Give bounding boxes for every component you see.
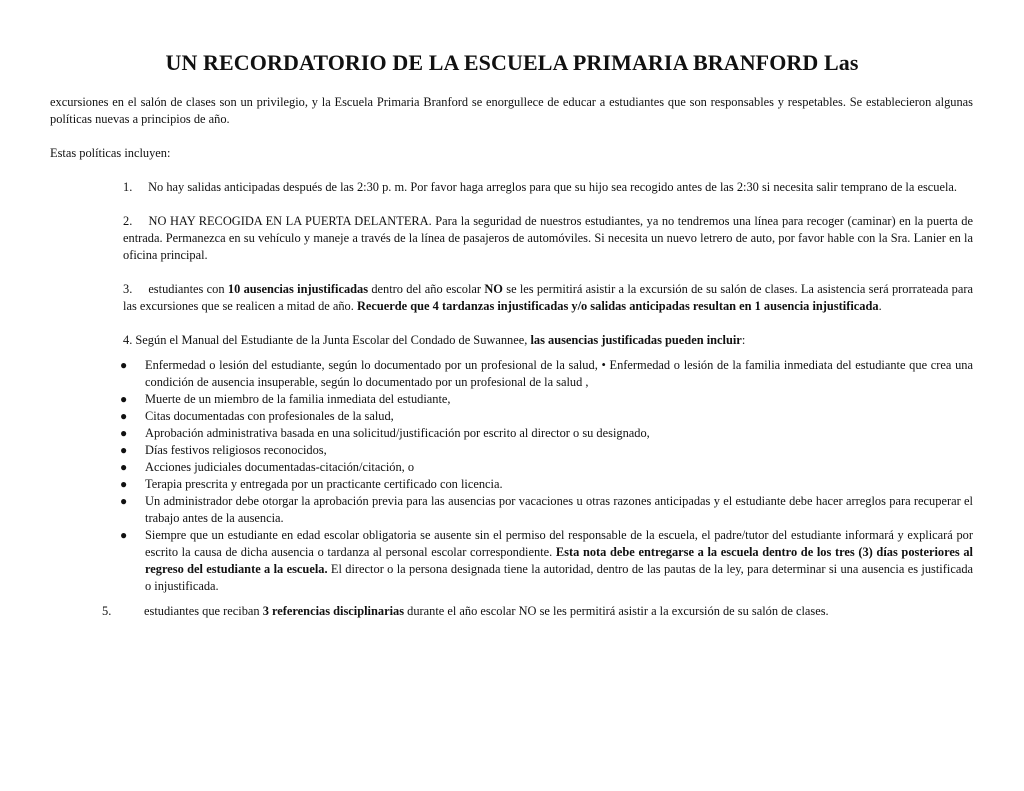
list-item-text: Citas documentadas con profesionales de la salud, xyxy=(145,409,394,423)
list-item-text: Un administrador debe otorgar la aprobación previa para las ausencias por vacaciones u otras razones anticipadas y el estudiante debe hacer arreglos para recuperar el trabajo antes de la ausencia. xyxy=(145,494,973,525)
list-item xyxy=(120,476,973,493)
policy-number: 4. xyxy=(123,333,133,347)
emphasis: 10 ausencias injustificadas xyxy=(227,282,369,296)
policy-text: : xyxy=(741,333,746,347)
list-item-text: Terapia prescrita y entregada por un practicante certificado con licencia. xyxy=(145,477,503,491)
list-item xyxy=(120,357,973,391)
policy-text: Según el Manual del Estudiante de la Junta Escolar del Condado de Suwannee, xyxy=(135,333,531,347)
bullet-icon: ● xyxy=(120,409,128,423)
list-item xyxy=(120,442,973,459)
list-item-text: Días festivos religiosos reconocidos, xyxy=(145,443,327,457)
bullet-icon: ● xyxy=(120,528,128,542)
policy-item-1 xyxy=(123,179,973,196)
policy-number: 1. xyxy=(123,180,133,194)
document-body xyxy=(50,94,973,620)
list-item-text: El director o la persona designada tiene la autoridad, dentro de las pautas de la ley, para determinar si una ausencia es justificada o injustificada. xyxy=(145,562,974,593)
bullet-icon: ● xyxy=(120,426,128,440)
policy-item-4 xyxy=(123,332,973,349)
list-item xyxy=(120,408,973,425)
bullet-icon: ● xyxy=(120,460,128,474)
policy-item-2 xyxy=(123,213,973,264)
list-item xyxy=(120,391,973,408)
emphasis: Esta nota debe entregarse a la escuela dentro de los tres (3) días posteriores al regreso del estudiante a la escuela. xyxy=(145,545,973,576)
emphasis: las ausencias justificadas pueden incluir xyxy=(530,333,742,347)
policy-text: durante el año escolar NO se les permitirá asistir a la excursión de su salón de clases. xyxy=(404,604,829,618)
policy-number: 3. xyxy=(123,282,133,296)
bullet-icon: ● xyxy=(120,494,128,508)
page-title: UN RECORDATORIO DE LA ESCUELA PRIMARIA BRANFORD Las xyxy=(165,50,859,75)
list-item-text: Acciones judiciales documentadas-citación/citación, o xyxy=(145,460,415,474)
list-item-text: Muerte de un miembro de la familia inmediata del estudiante, xyxy=(145,392,451,406)
policy-text: No hay salidas anticipadas después de las 2:30 p. m. Por favor haga arreglos para que su hijo sea recogido antes de las 2:30 si necesita salir temprano de la escuela. xyxy=(148,180,958,194)
policy-text: estudiantes con xyxy=(148,282,228,296)
emphasis: Recuerde que 4 tardanzas injustificadas y/o salidas anticipadas resultan en 1 ausencia injustificada xyxy=(356,299,879,313)
policies-lead: Estas políticas incluyen: xyxy=(50,146,171,160)
bullet-icon: ● xyxy=(120,477,128,491)
policy-text: . xyxy=(878,299,882,313)
list-item-text: Enfermedad o lesión del estudiante, según lo documentado por un profesional de la salud, • Enfermedad o lesión de la familia inmediata del estudiante que crea una condición de ausencia insuperable, según lo documentado por un profesional de la salud , xyxy=(145,358,973,389)
policy-text: dentro del año escolar xyxy=(368,282,485,296)
list-item xyxy=(120,527,974,595)
list-item xyxy=(120,459,973,476)
bullet-icon: ● xyxy=(120,443,128,457)
policy-text: NO HAY RECOGIDA EN LA PUERTA DELANTERA. Para la seguridad de nuestros estudiantes, ya no tendremos una línea para recoger (caminar) en la puerta de entrada. Permanezca en su vehículo y maneje a través de la línea de pasajeros de automóviles. Si necesita un nuevo letrero de auto, por favor hable con la Sra. Lanier en la oficina principal. xyxy=(123,214,973,262)
list-item-text: Aprobación administrativa basada en una solicitud/justificación por escrito al director o su designado, xyxy=(145,426,650,440)
bullet-icon: ● xyxy=(120,358,128,372)
intro-paragraph: excursiones en el salón de clases son un privilegio, y la Escuela Primaria Branford se enorgullece de educar a estudiantes que son responsables y respetables. Se establecieron algunas políticas nuevas a principios de año. xyxy=(50,95,973,126)
emphasis: 3 referencias disciplinarias xyxy=(262,604,405,618)
policy-item-3 xyxy=(123,281,973,315)
list-item xyxy=(120,425,973,442)
bullet-icon: ● xyxy=(120,392,128,406)
policy-number: 2. xyxy=(123,214,133,228)
policy-item-5 xyxy=(50,603,973,620)
policy-number: 5. xyxy=(102,604,112,618)
list-item-text: Siempre que un estudiante en edad escolar obligatoria se ausente sin el permiso del responsable de la escuela, el padre/tutor del estudiante informará y explicará por escrito la causa de dicha ausencia o tardanza al personal escolar correspondiente. xyxy=(145,528,973,559)
policy-text: estudiantes que reciban xyxy=(144,604,263,618)
policy-list xyxy=(50,179,973,349)
policy-text: se les permitirá asistir a la excursión de su salón de clases. La asistencia será prorrateada para las excursiones que se realicen a mitad de año. xyxy=(123,282,973,313)
list-item xyxy=(120,493,973,527)
emphasis: NO xyxy=(484,282,503,296)
justified-absences-list xyxy=(50,357,973,595)
